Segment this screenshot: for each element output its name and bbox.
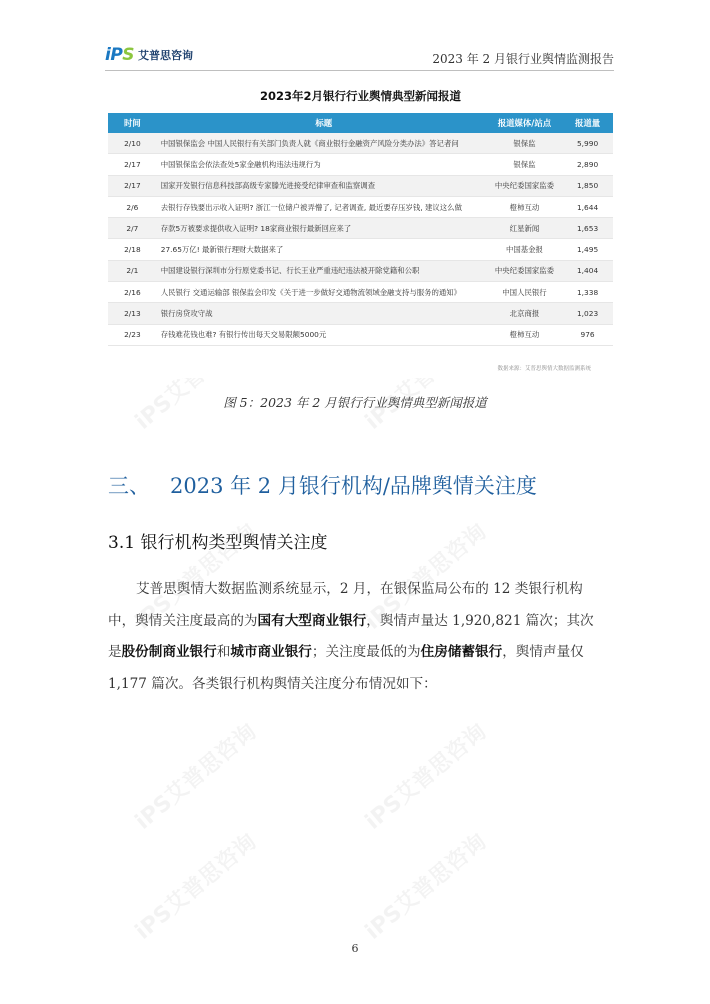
- table-row: [108, 282, 613, 303]
- page-number: 6: [351, 942, 359, 955]
- table-header-row: [108, 113, 613, 133]
- highlight-bank-type: 国有大型商业银行: [257, 612, 367, 629]
- section-number: 三、: [108, 474, 150, 498]
- table-body: [108, 133, 613, 345]
- cell-media: 中央纪委国家监委: [487, 175, 562, 196]
- cell-date: 2/16: [108, 282, 157, 303]
- cell-date: 2/10: [108, 133, 157, 154]
- table-row: [108, 303, 613, 324]
- table-row: [108, 196, 613, 217]
- cell-title: 存钱难花钱也难? 有银行传出每天交易限额5000元: [157, 324, 487, 345]
- paragraph-line: 中，舆情关注度最高的为国有大型商业银行，舆情声量达 1,920,821 篇次；其次: [108, 612, 594, 629]
- cell-media: 银保监: [487, 133, 562, 154]
- logo-text: 艾普思咨询: [138, 49, 194, 62]
- section-title: 2023 年 2 月银行机构/品牌舆情关注度: [170, 474, 537, 498]
- cell-date: 2/6: [108, 196, 157, 217]
- table-row: [108, 218, 613, 239]
- figure-title: 2023年2月银行行业舆情典型新闻报道: [259, 89, 461, 103]
- cell-title: 存款5万被要求提供收入证明? 18家商业银行最新回应来了: [157, 218, 487, 239]
- cell-date: 2/1: [108, 260, 157, 281]
- highlight-bank-type: 股份制商业银行: [121, 644, 217, 660]
- column-header-title: 标题: [157, 113, 487, 133]
- cell-date: 2/13: [108, 303, 157, 324]
- paragraph-line: 艾普思舆情大数据监测系统显示，2 月，在银保监局公布的 12 类银行机构: [136, 581, 583, 597]
- paragraph-line: 是股份制商业银行和城市商业银行；关注度最低的为住房储蓄银行，舆情声量仅: [108, 644, 584, 660]
- cell-title: 国家开发银行信息科技部高级专家滕光进接受纪律审查和监察调查: [157, 175, 487, 196]
- table-row: [108, 260, 613, 281]
- column-header-count: 报道量: [562, 113, 613, 133]
- cell-count: 5,990: [562, 133, 613, 154]
- cell-media: 红星新闻: [487, 218, 562, 239]
- cell-media: 中国基金报: [487, 239, 562, 260]
- cell-title: 银行房贷攻守战: [157, 303, 487, 324]
- cell-date: 2/18: [108, 239, 157, 260]
- news-figure: [108, 88, 613, 378]
- figure-source: 数据来源：艾普思舆情大数据监测系统: [497, 366, 591, 372]
- table-row: [108, 154, 613, 175]
- cell-media: 中央纪委国家监委: [487, 260, 562, 281]
- cell-date: 2/17: [108, 175, 157, 196]
- watermark: [358, 826, 492, 946]
- figure-caption: 图 5：2023 年 2 月银行行业舆情典型新闻报道: [223, 395, 487, 410]
- cell-count: 1,338: [562, 282, 613, 303]
- cell-title: 去银行存钱要出示收入证明? 浙江一位储户被弄懵了, 记者调查, 最近要存压岁钱, 建议这么做: [157, 196, 487, 217]
- watermark: [128, 716, 262, 836]
- cell-media: 银保监: [487, 154, 562, 175]
- highlight-bank-type: 城市商业银行: [230, 644, 312, 660]
- cell-date: 2/17: [108, 154, 157, 175]
- cell-title: 27.65万亿! 最新银行理财大数据来了: [157, 239, 487, 260]
- cell-count: 1,850: [562, 175, 613, 196]
- cell-title: 人民银行 交通运输部 银保监会印发《关于进一步做好交通物流领域金融支持与服务的通知》: [157, 282, 487, 303]
- cell-count: 1,023: [562, 303, 613, 324]
- watermark: [358, 716, 492, 836]
- cell-date: 2/7: [108, 218, 157, 239]
- cell-date: 2/23: [108, 324, 157, 345]
- highlight-bank-type: 住房储蓄银行: [420, 644, 503, 660]
- body-paragraph: [108, 574, 608, 700]
- column-header-date: 时间: [108, 113, 157, 133]
- news-table: [108, 113, 613, 346]
- cell-count: 1,495: [562, 239, 613, 260]
- company-logo: [105, 44, 193, 66]
- cell-media: 北京商报: [487, 303, 562, 324]
- logo-mark: iPS: [105, 45, 135, 65]
- watermark: [128, 826, 262, 946]
- page-header: [105, 44, 614, 71]
- column-header-media: 报道媒体/站点: [487, 113, 562, 133]
- cell-media: 橙柿互动: [487, 196, 562, 217]
- table-row: [108, 175, 613, 196]
- report-title: 2023 年 2 月银行业舆情监测报告: [432, 52, 614, 66]
- table-row: [108, 324, 613, 345]
- cell-title: 中国建设银行深圳市分行原党委书记、行长王业严重违纪违法被开除党籍和公职: [157, 260, 487, 281]
- cell-count: 976: [562, 324, 613, 345]
- table-row: [108, 239, 613, 260]
- table-row: [108, 133, 613, 154]
- cell-media: 橙柿互动: [487, 324, 562, 345]
- cell-count: 1,653: [562, 218, 613, 239]
- cell-media: 中国人民银行: [487, 282, 562, 303]
- cell-title: 中国银保监会依法查处5家金融机构违法违规行为: [157, 154, 487, 175]
- paragraph-line: 1,177 篇次。各类银行机构舆情关注度分布情况如下：: [108, 675, 437, 692]
- cell-title: 中国银保监会 中国人民银行有关部门负责人就《商业银行金融资产风险分类办法》答记者问: [157, 133, 487, 154]
- section-heading: [108, 470, 537, 500]
- cell-count: 1,644: [562, 196, 613, 217]
- cell-count: 2,890: [562, 154, 613, 175]
- subsection-heading: 3.1 银行机构类型舆情关注度: [108, 533, 328, 553]
- cell-count: 1,404: [562, 260, 613, 281]
